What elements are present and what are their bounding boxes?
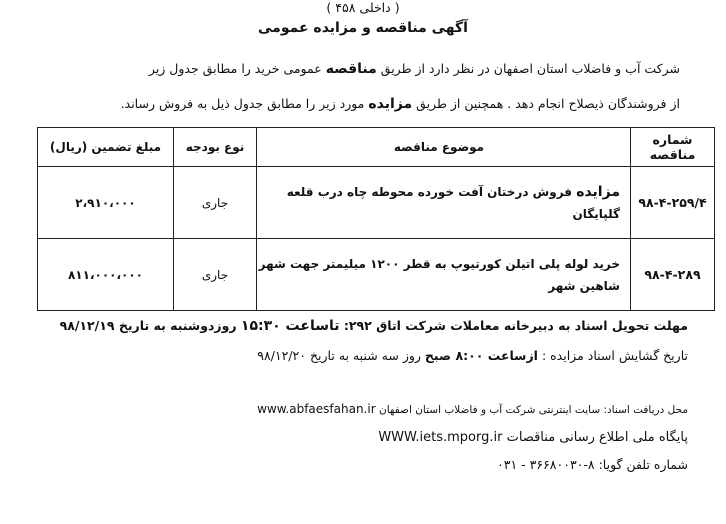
table-row [38, 239, 715, 311]
internal-number: ( داخلی ۴۵۸ ) [326, 0, 400, 15]
intro-line-2 [80, 96, 680, 112]
deadline-time: تاساعت ۱۵:۳۰ [240, 318, 340, 334]
row-amount: ۸۱۱،۰۰۰،۰۰۰ [38, 239, 174, 311]
portal-text: پایگاه ملی اطلاع رسانی مناقصات [506, 430, 688, 445]
row-amount: ۲،۹۱۰،۰۰۰ [38, 167, 174, 239]
intro-line-1 [80, 61, 680, 77]
table-header-row [38, 128, 715, 167]
intro-line-2-before: از فروشندگان ذیصلاح انجام دهد . همچنین از طریق [416, 96, 680, 111]
row-number: ۹۸-۴-۲۵۹/۴ [631, 167, 715, 239]
header-budget: نوع بودجه [174, 128, 257, 167]
row-budget: جاری [174, 167, 257, 239]
tender-table [37, 127, 715, 311]
table-row [38, 167, 715, 239]
portal-url-link[interactable]: WWW.iets.mporg.ir [378, 430, 503, 445]
intro-line-1-after: عمومی خرید را مطابق جدول زیر [148, 61, 322, 76]
source-text: محل دریافت اسناد: سایت اینترنتی شرکت آب و فاضلاب استان اصفهان [378, 404, 688, 416]
deadline-before: مهلت تحویل اسناد به دبیرخانه معاملات شرکت اتاق ۲۹۲: [343, 318, 688, 333]
row-subject-text: خرید لوله پلی اتیلن کورتیوپ به قطر ۱۲۰۰ میلیمتر جهت شهر شاهین شهر [258, 256, 620, 293]
row-subject-keyword: مزایده [576, 183, 620, 200]
row-subject-text: فروش درختان آفت خورده محوطه چاه درب قلعه گلپایگان [286, 184, 620, 221]
opening-time: ازساعت ۸:۰۰ صبح [424, 348, 538, 363]
row-number: ۹۸-۴-۲۸۹ [631, 239, 715, 311]
deadline-line [38, 318, 688, 334]
opening-before: تاریخ گشایش اسناد مزایده : [541, 348, 688, 363]
opening-after: روز سه شنبه به تاریخ ۹۸/۱۲/۲۰ [257, 348, 421, 363]
header-subject: موضوع مناقصه [257, 128, 631, 167]
portal-line [38, 430, 688, 445]
intro-keyword-tender: مناقصه [325, 61, 377, 77]
row-subject [257, 239, 631, 311]
header-amount: مبلغ تضمین (ریال) [38, 128, 174, 167]
opening-line [38, 348, 688, 363]
row-subject [257, 167, 631, 239]
source-url-link[interactable]: www.abfaesfahan.ir [257, 402, 376, 416]
header-number: شماره مناقصه [631, 128, 715, 167]
intro-keyword-auction: مزایده [368, 96, 413, 112]
intro-line-1-before: شرکت آب و فاضلاب استان اصفهان در نظر دارد از طریق [380, 61, 680, 76]
source-line [38, 402, 688, 416]
row-budget: جاری [174, 239, 257, 311]
phone-line: شماره تلفن گویا: ۸-۳۶۶۸۰۰۳۰ - ۰۳۱ [497, 457, 688, 472]
intro-line-2-after: مورد زیر را مطابق جدول ذیل به فروش رساند. [120, 96, 365, 111]
notice-title: آگهی مناقصه و مزایده عمومی [258, 20, 468, 36]
deadline-after: روزدوشنبه به تاریخ ۹۸/۱۲/۱۹ [59, 318, 237, 333]
